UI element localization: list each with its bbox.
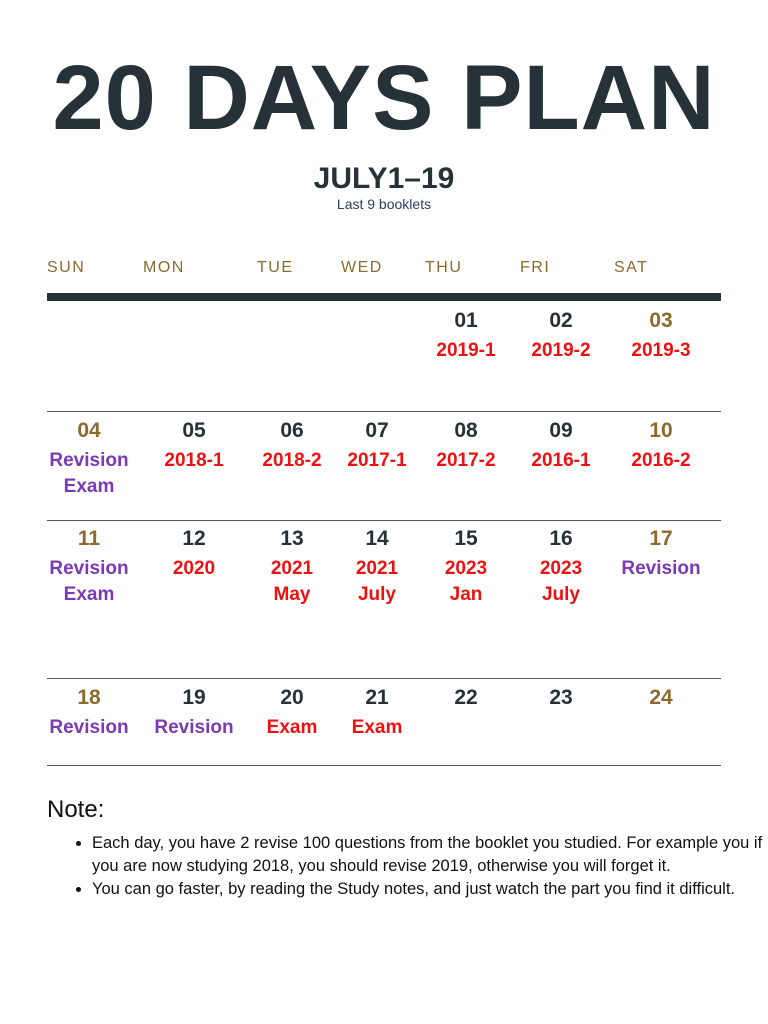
day-task: Exam	[63, 584, 115, 605]
calendar-day-cell	[418, 686, 514, 715]
calendar-day-cell	[513, 419, 609, 474]
day-task: May	[273, 584, 311, 605]
calendar-day-cell	[244, 686, 340, 741]
day-task: 2023	[444, 558, 488, 579]
calendar-day-cell	[41, 419, 137, 500]
calendar-day-cell	[513, 309, 609, 364]
day-number: 05	[182, 419, 206, 442]
day-task: Exam	[351, 717, 403, 738]
day-number: 20	[280, 686, 304, 709]
day-task: 2017-2	[436, 450, 496, 471]
day-task: 2020	[172, 558, 216, 579]
calendar-day-cell	[146, 686, 242, 741]
day-task: 2019-3	[631, 340, 691, 361]
weekday-mon: MON	[143, 259, 185, 276]
header-divider	[47, 293, 721, 301]
calendar-day-cell	[613, 686, 709, 715]
week-divider	[47, 678, 721, 679]
day-task: Jan	[449, 584, 483, 605]
day-number: 16	[549, 527, 573, 550]
day-task: July	[357, 584, 397, 605]
calendar-day-cell	[613, 527, 709, 582]
week-divider	[47, 411, 721, 412]
day-task: 2019-1	[436, 340, 496, 361]
calendar-day-cell	[329, 527, 425, 608]
day-task: 2021	[355, 558, 399, 579]
day-number: 22	[454, 686, 478, 709]
note-title: Note:	[47, 796, 105, 823]
calendar-day-cell	[244, 419, 340, 474]
day-number: 08	[454, 419, 478, 442]
booklets-caption: Last 9 booklets	[336, 196, 432, 212]
day-number: 14	[365, 527, 389, 550]
calendar-day-cell	[329, 419, 425, 474]
day-number: 01	[454, 309, 478, 332]
calendar-day-cell	[513, 686, 609, 715]
note-item: • Each day, you have 2 revise 100 questions from the booklet you studied. For example you if you are now studying 2018, you should revise 2019, otherwise you will forget it.	[92, 832, 768, 877]
calendar-day-cell	[613, 309, 709, 364]
day-number: 10	[649, 419, 673, 442]
day-task: 2018-2	[262, 450, 322, 471]
calendar-day-cell	[41, 686, 137, 741]
day-number: 02	[549, 309, 573, 332]
week-divider	[47, 765, 721, 766]
day-task: Revision	[49, 450, 129, 471]
calendar-day-cell	[418, 419, 514, 474]
page-title: 20 DAYS PLAN	[52, 47, 716, 149]
day-number: 17	[649, 527, 673, 550]
calendar-day-cell	[329, 686, 425, 741]
weekday-tue: TUE	[257, 259, 294, 276]
calendar-day-cell	[418, 527, 514, 608]
weekday-wed: WED	[341, 259, 383, 276]
date-range-subtitle: JULY1–19	[313, 162, 455, 195]
day-task: Revision	[621, 558, 701, 579]
day-number: 03	[649, 309, 673, 332]
day-task: 2016-1	[531, 450, 591, 471]
day-number: 24	[649, 686, 673, 709]
day-task: Revision	[49, 717, 129, 738]
day-number: 11	[77, 527, 101, 550]
calendar-day-cell	[244, 527, 340, 608]
calendar-day-cell	[41, 527, 137, 608]
day-number: 13	[280, 527, 304, 550]
weekday-sun: SUN	[47, 259, 86, 276]
day-task: Exam	[63, 476, 115, 497]
note-item: • You can go faster, by reading the Study notes, and just watch the part you find it difficult.	[92, 878, 768, 901]
day-task: 2016-2	[631, 450, 691, 471]
calendar-day-cell	[418, 309, 514, 364]
weekday-sat: SAT	[614, 259, 649, 276]
note-list	[47, 832, 768, 902]
day-number: 07	[365, 419, 389, 442]
day-number: 18	[77, 686, 101, 709]
calendar-day-cell	[513, 527, 609, 608]
week-divider	[47, 520, 721, 521]
day-number: 21	[365, 686, 389, 709]
day-task: Exam	[266, 717, 318, 738]
day-task: Revision	[154, 717, 234, 738]
weekday-thu: THU	[425, 259, 463, 276]
day-number: 12	[182, 527, 206, 550]
day-number: 06	[280, 419, 304, 442]
calendar-day-cell	[613, 419, 709, 474]
calendar-day-cell	[146, 419, 242, 474]
day-number: 15	[454, 527, 478, 550]
day-task: 2021	[270, 558, 314, 579]
day-task: 2017-1	[347, 450, 407, 471]
day-number: 19	[182, 686, 206, 709]
day-task: July	[541, 584, 581, 605]
weekday-fri: FRI	[520, 259, 551, 276]
day-task: Revision	[49, 558, 129, 579]
day-number: 23	[549, 686, 573, 709]
day-task: 2023	[539, 558, 583, 579]
day-task: 2019-2	[531, 340, 591, 361]
day-task: 2018-1	[164, 450, 224, 471]
day-number: 09	[549, 419, 573, 442]
calendar-day-cell	[146, 527, 242, 582]
day-number: 04	[77, 419, 101, 442]
